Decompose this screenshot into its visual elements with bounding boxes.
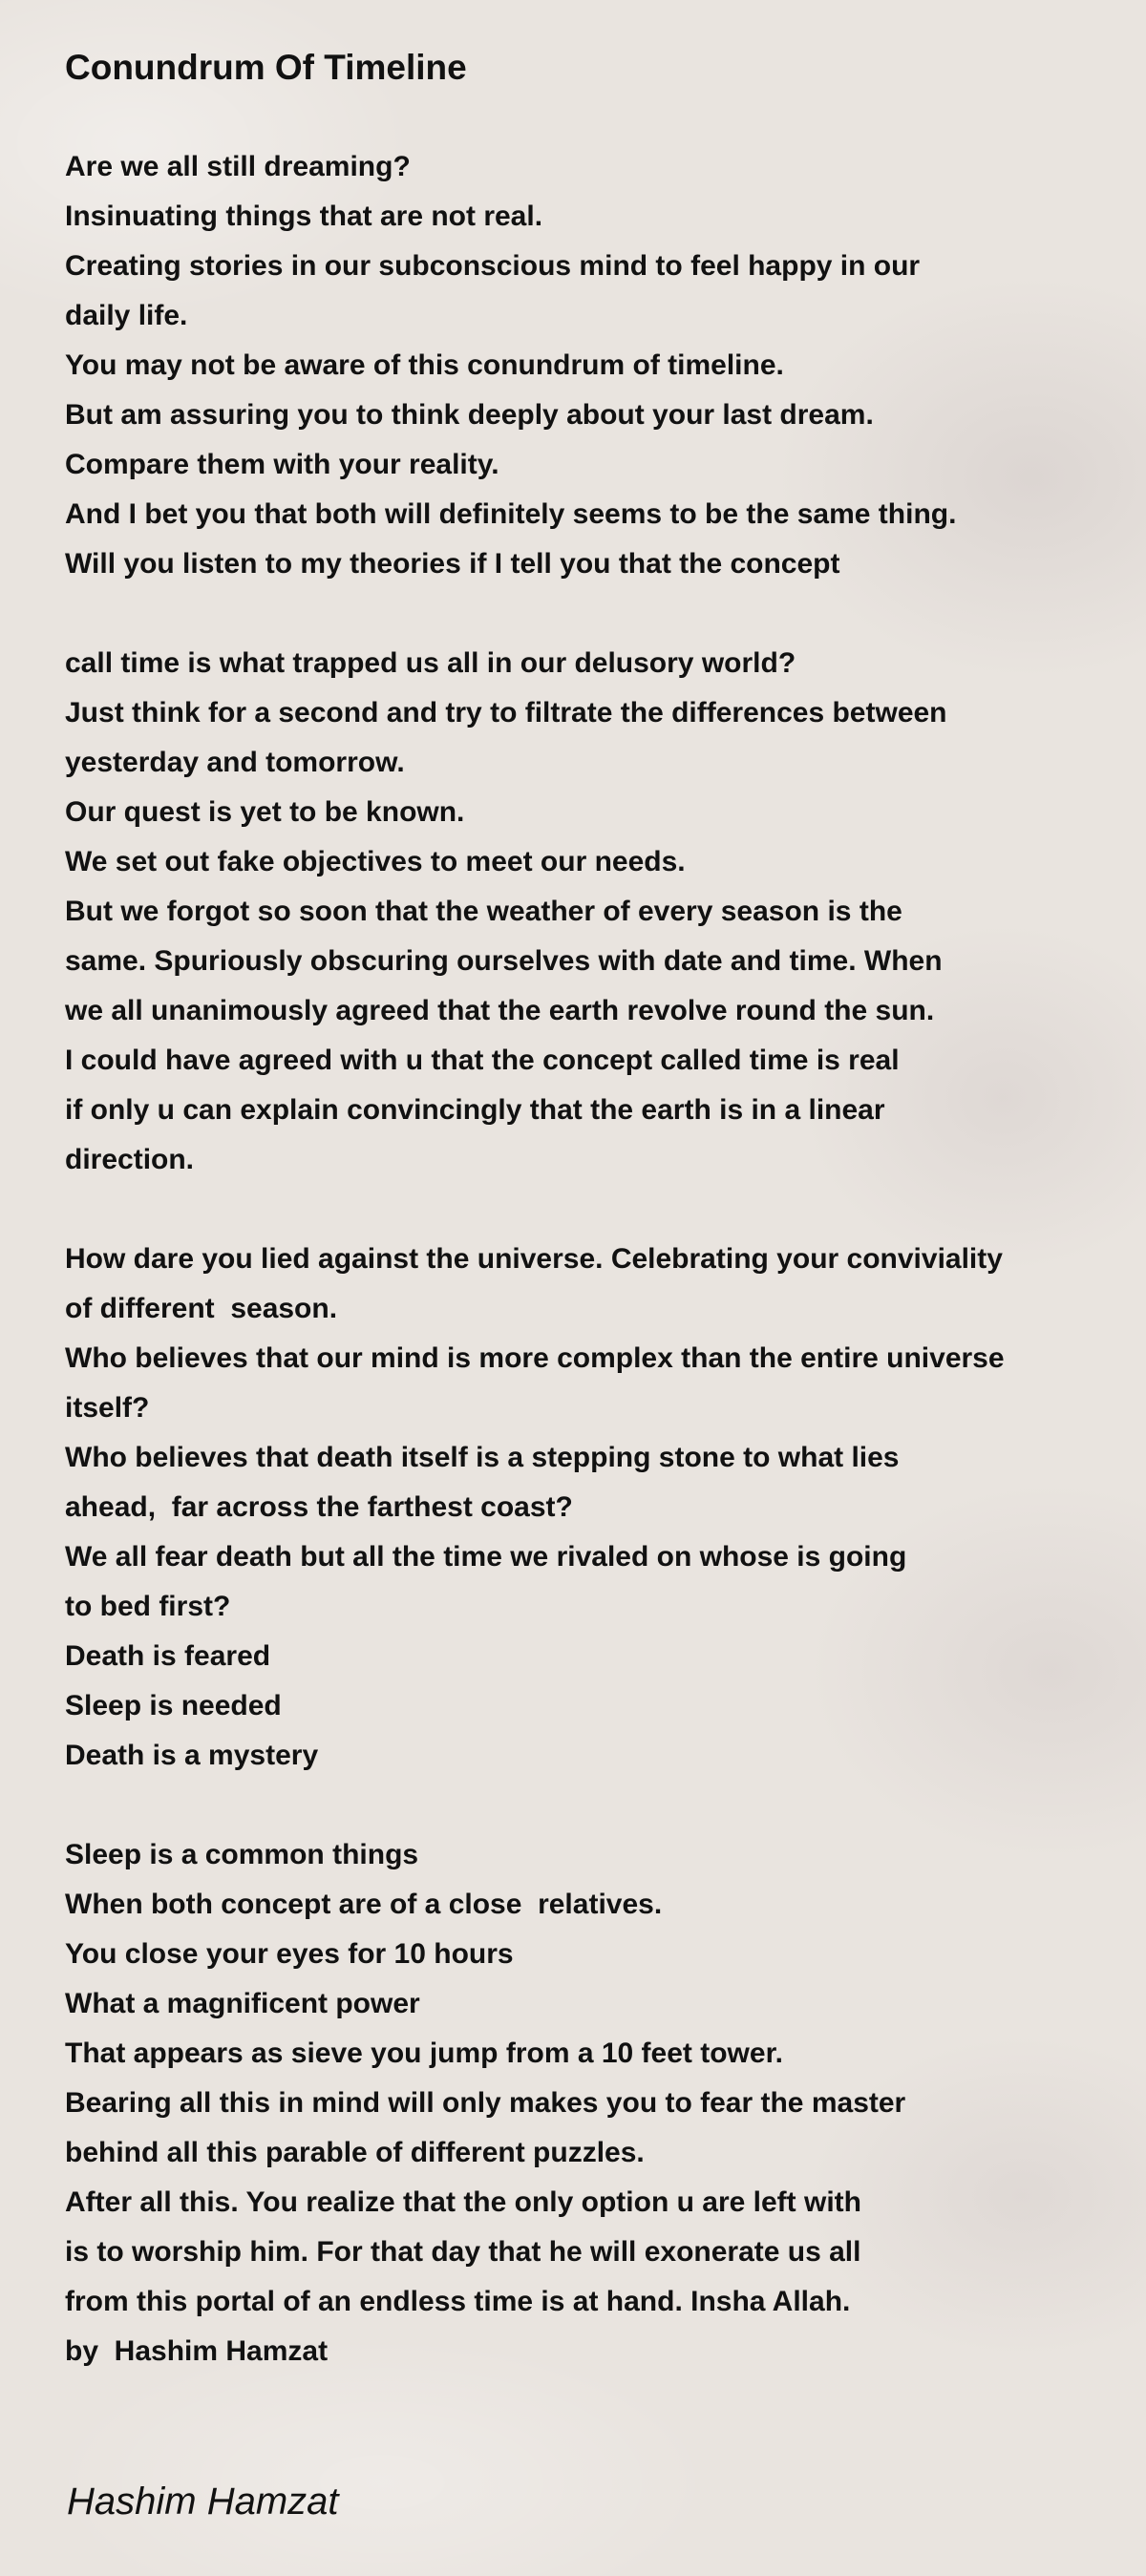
poem-line: Just think for a second and try to filtrate the differences between — [65, 697, 947, 728]
poem-line: And I bet you that both will definitely seems to be the same thing. — [65, 498, 957, 530]
poem-line: You may not be aware of this conundrum of timeline. — [65, 349, 784, 381]
poem-line: When both concept are of a close relatives. — [65, 1889, 663, 1920]
poem-line: After all this. You realize that the only option u are left with — [65, 2186, 861, 2218]
poem-line: That appears as sieve you jump from a 10 feet tower. — [65, 2038, 783, 2069]
poem-line: Who believes that death itself is a stepping stone to what lies — [65, 1442, 900, 1473]
poem-body — [65, 142, 1125, 2426]
poem-line: yesterday and tomorrow. — [65, 747, 405, 778]
poem-line: But am assuring you to think deeply about your last dream. — [65, 399, 874, 431]
poem-line: Who believes that our mind is more complex than the entire universe — [65, 1342, 1005, 1374]
poem-line: What a magnificent power — [65, 1988, 420, 2019]
poem-line: Sleep is needed — [65, 1690, 282, 1721]
stanza-2 — [65, 639, 1125, 1185]
poem-line: of different season. — [65, 1293, 338, 1324]
poem-line: You close your eyes for 10 hours — [65, 1938, 514, 1970]
poem-line: same. Spuriously obscuring ourselves with date and time. When — [65, 945, 943, 977]
poem-line: daily life. — [65, 300, 188, 331]
poem-line: if only u can explain convincingly that the earth is in a linear — [65, 1094, 885, 1126]
author-byline: by Hashim Hamzat — [65, 2335, 329, 2367]
poem-line: We set out fake objectives to meet our needs. — [65, 846, 686, 877]
poem-line: Insinuating things that are not real. — [65, 201, 543, 232]
poem-line: Our quest is yet to be known. — [65, 796, 465, 828]
poem-line: direction. — [65, 1144, 195, 1175]
poem-line: we all unanimously agreed that the earth revolve round the sun. — [65, 995, 935, 1026]
poem-title: Conundrum Of Timeline — [65, 48, 467, 87]
stanza-1 — [65, 142, 1125, 589]
stanza-3 — [65, 1235, 1125, 1781]
poem-line: We all fear death but all the time we rivaled on whose is going — [65, 1541, 907, 1573]
poem-line: Sleep is a common things — [65, 1839, 419, 1870]
poem-line: Bearing all this in mind will only makes you to fear the master — [65, 2087, 906, 2119]
poem-line: Will you listen to my theories if I tell you that the concept — [65, 548, 840, 580]
poem-line: Compare them with your reality. — [65, 449, 499, 480]
poem-line: Death is a mystery — [65, 1740, 319, 1771]
poem-line: is to worship him. For that day that he will exonerate us all — [65, 2236, 861, 2268]
stanza-4 — [65, 1830, 1125, 2376]
poem-line: call time is what trapped us all in our delusory world? — [65, 647, 796, 679]
poem-line: from this portal of an endless time is at hand. Insha Allah. — [65, 2286, 851, 2317]
poem-line: Creating stories in our subconscious mind to feel happy in our — [65, 250, 921, 282]
poem-line: Are we all still dreaming? — [65, 151, 411, 182]
poem-line: But we forgot so soon that the weather of every season is the — [65, 896, 902, 927]
poem-line: ahead, far across the farthest coast? — [65, 1491, 573, 1523]
author-signature: Hashim Hamzat — [67, 2481, 339, 2523]
poem-line: I could have agreed with u that the concept called time is real — [65, 1045, 900, 1076]
poem-line: Death is feared — [65, 1640, 271, 1672]
poem-line: to bed first? — [65, 1591, 231, 1622]
poem-line: behind all this parable of different puzzles. — [65, 2137, 645, 2168]
poem-line: itself? — [65, 1392, 150, 1424]
poem-line: How dare you lied against the universe. Celebrating your conviviality — [65, 1243, 1003, 1275]
